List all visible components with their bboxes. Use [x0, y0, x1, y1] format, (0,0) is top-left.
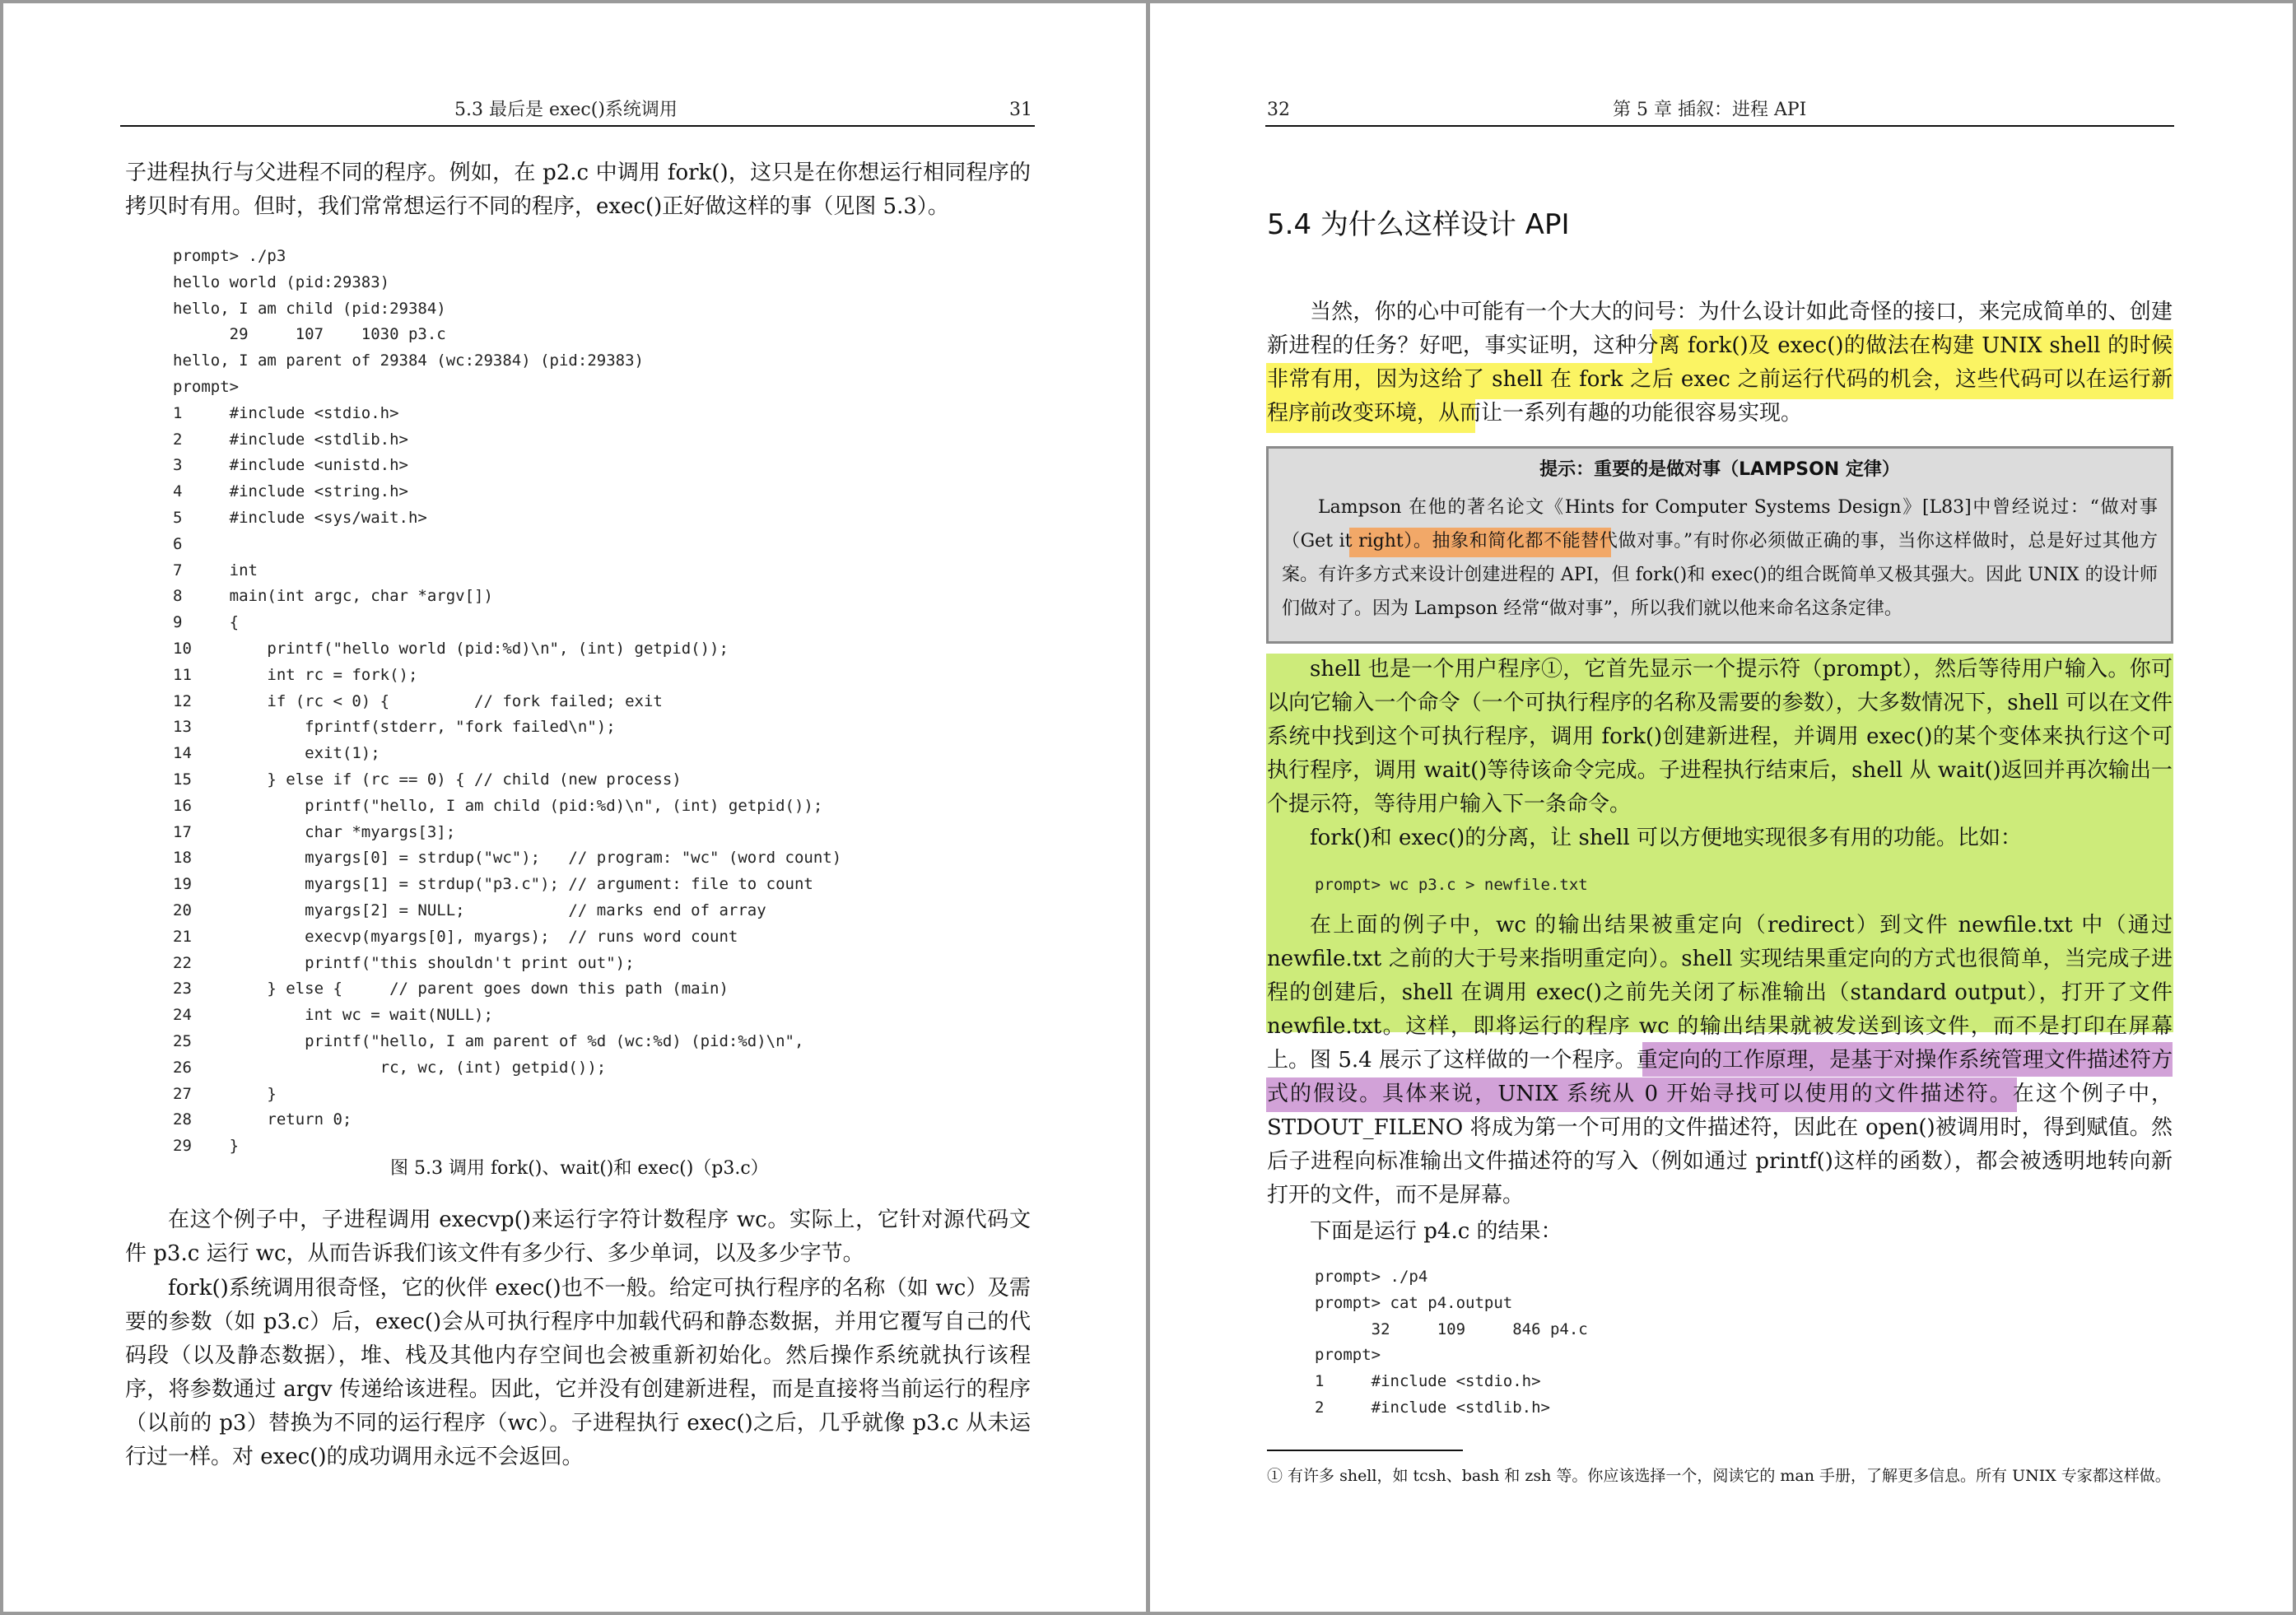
- figure-caption: 图 5.3 调用 fork()、wait()和 exec()（p3.c）: [390, 1158, 769, 1179]
- left-page: [3, 3, 1146, 1612]
- body-paragraph-1: 在这个例子中，子进程调用 execvp()来运行字符计数程序 wc。实际上，它针对源代码文件 p3.c 运行 wc，从而告诉我们该文件有多少行、多少单词，以及多少字节。: [125, 1208, 1031, 1266]
- body-paragraph-2: fork()系统调用很奇怪，它的伙伴 exec()也不一般。给定可执行程序的名称（如 wc）及需要的参数（如 p3.c）后，exec()会从可执行程序中加载代码和静态数据，并用它覆写自己的代码段（以及静态数据），堆、栈及其他内存空间也会被重新初始化。然后操作系统就执行该程序，将参数通过 argv 传递给该进程。因此，它并没有创建新进程，而是直接将当前运行的程序（以前的 p3）替换为不同的运行程序（wc）。子进程执行 exec()之后，几乎就像 p3.c 从未运行过一样。对 exec()的成功调用永远不会返回。: [125, 1276, 1031, 1469]
- body-paragraph-2: shell 也是一个用户程序①，它首先显示一个提示符（prompt），然后等待用户输入。你可以向它输入一个命令（一个可执行程序的名称及需要的参数），大多数情况下，shell 可以在文件系统中找到这个可执行程序，调用 fork()创建新进程，并调用 exec()的某个变体来执行这个可执行程序，调用 wait()等待该命令完成。子进程执行结束后，shell 从 wait()返回并再次输出一个提示符，等待用户输入下一条命令。: [1267, 657, 2173, 817]
- page-number: 32: [1267, 100, 1290, 120]
- body-paragraph-6: 下面是运行 p4.c 的结果：: [1310, 1219, 1562, 1244]
- running-header-title: 第 5 章 插叙：进程 API: [1613, 100, 1807, 120]
- footnote-rule: [1267, 1450, 1463, 1451]
- code-listing: prompt> ./p3 hello world (pid:29383) hello, I am child (pid:29384) 29 107 1030 p3.c hello, I am parent of 29384 (wc:29384) (pid:29383) prompt> 1 #include <stdio.h> 2 #include <stdlib.h> 3 #include <unistd.h> 4 #include <string.h> 5 #include <sys/wait.h> 6 7 int 8 main(int argc, char *argv[]) 9 { 10 printf("hello world (pid:%d)\n", (int) getpid()); 11 int rc = fork(); 12 if (rc < 0) { // fork failed; exit 13 fprintf(stderr, "fork failed\n"); 14 exit(1); 15 } else if (rc == 0) { // child (new process) 16 printf("hello, I am child (pid:%d)\n", (int) getpid()); 17 char *myargs[3]; 18 myargs[0] = strdup("wc"); // program: "wc" (word count) 19 myargs[1] = strdup("p3.c"); // argument: file to count 20 myargs[2] = NULL; // marks end of array 21 execvp(myargs[0], myargs); // runs word count 22 printf("this shouldn't print out"); 23 } else { // parent goes down this path (main) 24 int wc = wait(NULL); 25 printf("hello, I am parent of %d (wc:%d) (pid:%d)\n", 26 rc, wc, (int) getpid()); 27 } 28 return 0; 29 }: [173, 247, 842, 1156]
- intro-paragraph: 子进程执行与父进程不同的程序。例如，在 p2.c 中调用 fork()，这只是在你想运行相同程序的拷贝时有用。但时，我们常常想运行不同的程序，exec()正好做这样的事（见图 5.3）。: [125, 161, 1031, 219]
- footnote: ① 有许多 shell，如 tcsh、bash 和 zsh 等。你应该选择一个，阅读它的 man 手册，了解更多信息。所有 UNIX 专家都这样做。: [1267, 1467, 2171, 1485]
- code-listing-p4: prompt> ./p4 prompt> cat p4.output 32 109 846 p4.c prompt> 1 #include <stdio.h> 2 #include <stdlib.h>: [1315, 1268, 1588, 1417]
- tip-body: Lampson 在他的著名论文《Hints for Computer Systems Design》[L83]中曾经说过：“做对事（Get it right）。抽象和简化都不能替代做对事。”有时你必须做正确的事，当你这样做时，总是好过其他方案。有许多方式来设计创建进程的 API，但 fork()和 exec()的组合既简单又极其强大。因此 UNIX 的设计师们做对了。因为 Lampson 经常“做对事”，所以我们就以他来命名这条定律。: [1282, 497, 2158, 619]
- code-example-redirect: prompt> wc p3.c > newfile.txt: [1315, 876, 1588, 894]
- body-paragraph-1: 当然，你的心中可能有一个大大的问号：为什么设计如此奇怪的接口，来完成简单的、创建新进程的任务？好吧，事实证明，这种分离 fork()及 exec()的做法在构建 UNIX shell 的时候非常有用，因为这给了 shell 在 fork 之后 exec 之前运行代码的机会，这些代码可以在运行新程序前改变环境，从而让一系列有趣的功能很容易实现。: [1267, 300, 2173, 426]
- tip-title: 提示：重要的是做对事（LAMPSON 定律）: [1539, 459, 1900, 480]
- body-paragraph-5: 图 5.4 展示了这样做的一个程序。重定向的工作原理，是基于对操作系统管理文件描述符方式的假设。具体来说，UNIX 系统从 0 开始寻找可以使用的文件描述符。在这个例子中，STDOUT_FILENO 将成为第一个可用的文件描述符，因此在 open()被调用时，得到赋值。然后子进程向标准输出文件描述符的写入（例如通过 printf()这样的函数），都会被透明地转向新打开的文件，而不是屏幕。: [1267, 1048, 2173, 1208]
- header-rule: [1265, 125, 2174, 127]
- body-paragraph-3: fork()和 exec()的分离，让 shell 可以方便地实现很多有用的功能。比如：: [1310, 826, 2022, 850]
- header-rule: [120, 125, 1035, 127]
- right-page: [1150, 3, 2293, 1612]
- section-title: 5.4 为什么这样设计 API: [1267, 208, 1570, 241]
- page-number: 31: [1009, 100, 1032, 120]
- running-header-title: 5.3 最后是 exec()系统调用: [454, 100, 678, 120]
- body-paragraph-4: 在上面的例子中，wc 的输出结果被重定向（redirect）到文件 newfile.txt 中（通过 newfile.txt 之前的大于号来指明重定向）。shell 实现结果重定向的方式也很简单，当完成子进程的创建后，shell 在调用 exec()之前先关闭了标准输出（standard output），打开了文件 newfile.txt。这样，即将运行的程序 wc 的输出结果就被发送到该文件，而不是打印在屏幕上。: [1267, 913, 2173, 1073]
